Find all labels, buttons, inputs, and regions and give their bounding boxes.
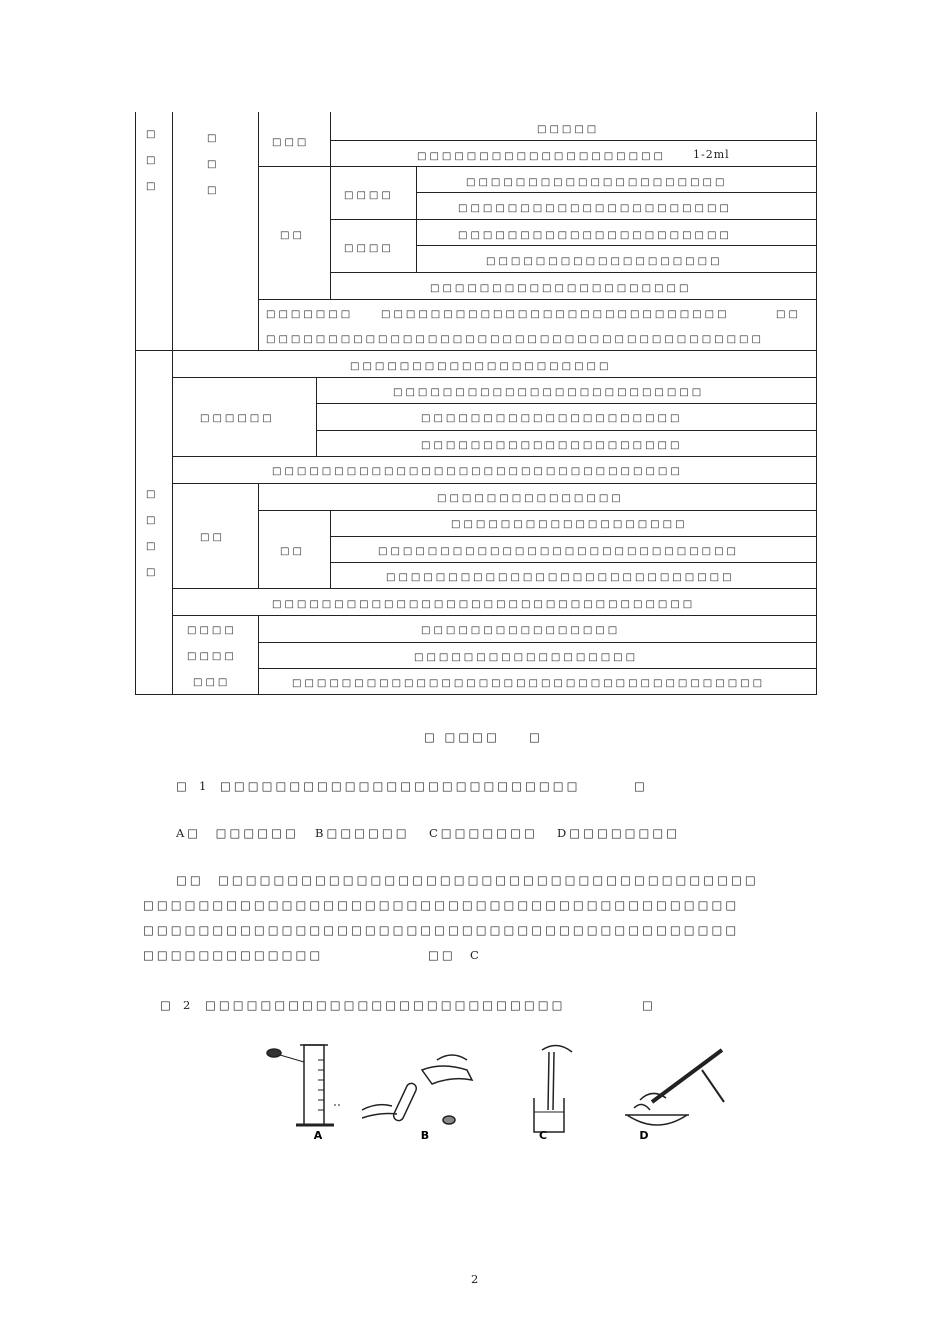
s2-g1-row2: □□□□□□□□□□□□□□□□□□□□□ bbox=[421, 413, 683, 424]
row2-cell5: □□□□□□□□□□□□□□□□□□□□□ bbox=[430, 283, 692, 294]
row3-label: □□□□□□□ bbox=[266, 309, 354, 320]
s2-group3-label1: □□□□ bbox=[187, 625, 237, 636]
q2-text: □□□□□□□□□□□□□□□□□□□□□□□□□□ bbox=[205, 998, 566, 1012]
s2-g1-row3: □□□□□□□□□□□□□□□□□□□□□ bbox=[421, 440, 683, 451]
figure-label-a: A bbox=[313, 1129, 323, 1140]
row3-text1: □□□□□□□□□□□□□□□□□□□□□□□□□□□□ bbox=[381, 309, 730, 320]
pouring-illustration bbox=[362, 1055, 472, 1124]
s2-g3-row1: □□□□□□□□□□□□□□□□ bbox=[421, 625, 621, 636]
subsection1-label: □ □ □ bbox=[207, 133, 220, 196]
q1-answer-label: □□ bbox=[428, 948, 456, 962]
page-number: 2 bbox=[471, 1272, 479, 1286]
section-heading: □ □□□□ □ bbox=[424, 730, 543, 744]
row1-cell2-value: 1-2ml bbox=[693, 148, 730, 161]
s2-row2: □□□□□□□□□□□□□□□□□□□□□□□□□□□□□□□□□ bbox=[272, 466, 683, 477]
q2-number: 2 bbox=[183, 998, 194, 1012]
row2b-cell1: □□□□□□□□□□□□□□□□□□□□□□ bbox=[458, 230, 732, 241]
row2a-cell1: □□□□□□□□□□□□□□□□□□□□□ bbox=[466, 177, 728, 188]
row2-label: □□ bbox=[280, 230, 305, 241]
row3-text2: □□□□□□□□□□□□□□□□□□□□□□□□□□□□□□□□□□□□□□□□ bbox=[266, 334, 764, 345]
figure-label-b: B bbox=[420, 1129, 430, 1140]
row2a-cell2: □□□□□□□□□□□□□□□□□□□□□□ bbox=[458, 203, 732, 214]
q1-option-c: C□□□□□□□ bbox=[429, 826, 538, 840]
s2-g2-sub-label: □□ bbox=[280, 546, 305, 557]
figure-label-c: C bbox=[538, 1129, 548, 1140]
row3-text1-end: □□ bbox=[776, 309, 801, 320]
q1-option-a: A□ □□□□□□ bbox=[176, 826, 299, 840]
s2-row1: □□□□□□□□□□□□□□□□□□□□□ bbox=[350, 361, 612, 372]
row2a-label: □□□□ bbox=[344, 190, 394, 201]
lab-operations-figure bbox=[262, 1040, 732, 1140]
row1-cell1: □□□□□ bbox=[537, 124, 600, 135]
s2-g2-sub-row2: □□□□□□□□□□□□□□□□□□□□□□□□□□□□□ bbox=[378, 546, 739, 557]
q2-prefix: □ bbox=[160, 998, 174, 1012]
row2b-cell2: □□□□□□□□□□□□□□□□□□□ bbox=[486, 256, 723, 267]
lab-figure-svg bbox=[262, 1040, 732, 1140]
q1-analysis-line4: □□□□□□□□□□□□□ bbox=[143, 948, 324, 962]
q1-option-d: D□□□□□□□□ bbox=[557, 826, 681, 840]
row1-label: □□□ bbox=[272, 137, 310, 148]
s2-g2-row1: □□□□□□□□□□□□□□□ bbox=[437, 493, 624, 504]
s2-group3-label3: □□□ bbox=[193, 677, 231, 688]
q1-analysis-line2: □□□□□□□□□□□□□□□□□□□□□□□□□□□□□□□□□□□□□□□□□□□ bbox=[143, 898, 740, 912]
q1-analysis-line1: □□□□□□□□□□□□□□□□□□□□□□□□□□□□□□□□□□□□□□□ bbox=[218, 873, 759, 887]
q1-end: □ bbox=[634, 779, 648, 793]
q1-option-b: B□□□□□□ bbox=[315, 826, 410, 840]
row1-cell2: □□□□□□□□□□□□□□□□□□□□ bbox=[417, 151, 666, 162]
q1-answer: C bbox=[470, 948, 482, 962]
s2-row3: □□□□□□□□□□□□□□□□□□□□□□□□□□□□□□□□□□ bbox=[272, 599, 696, 610]
s2-g1-row1: □□□□□□□□□□□□□□□□□□□□□□□□□ bbox=[393, 387, 705, 398]
s2-group1-label: □□□□□□ bbox=[200, 413, 275, 424]
q1-prefix: □ bbox=[176, 779, 190, 793]
section1-label: □ □ □ bbox=[146, 129, 159, 192]
beaker-stirring-illustration bbox=[534, 1045, 572, 1132]
s2-g3-row2: □□□□□□□□□□□□□□□□□□ bbox=[414, 652, 639, 663]
s2-group2-label: □□ bbox=[200, 532, 225, 543]
s2-g3-row3: □□□□□□□□□□□□□□□□□□□□□□□□□□□□□□□□□□□□□□ bbox=[292, 678, 766, 689]
q1-text: □□□□□□□□□□□□□□□□□□□□□□□□□□ bbox=[220, 779, 581, 793]
s2-group3-label2: □□□□ bbox=[187, 651, 237, 662]
q1-analysis-label: □□ bbox=[176, 873, 204, 887]
section2-label: □ □ □ □ bbox=[146, 489, 159, 578]
s2-g2-sub-row3: □□□□□□□□□□□□□□□□□□□□□□□□□□□□ bbox=[386, 572, 735, 583]
evaporating-dish-illustration bbox=[625, 1050, 724, 1125]
graduated-cylinder-illustration bbox=[267, 1045, 342, 1125]
figure-label-d: D bbox=[639, 1129, 649, 1140]
q1-analysis-line3: □□□□□□□□□□□□□□□□□□□□□□□□□□□□□□□□□□□□□□□□□□□ bbox=[143, 923, 740, 937]
row2b-label: □□□□ bbox=[344, 243, 394, 254]
q2-end: □ bbox=[642, 998, 656, 1012]
q1-number: 1 bbox=[199, 779, 210, 793]
s2-g2-sub-row1: □□□□□□□□□□□□□□□□□□□ bbox=[451, 519, 688, 530]
